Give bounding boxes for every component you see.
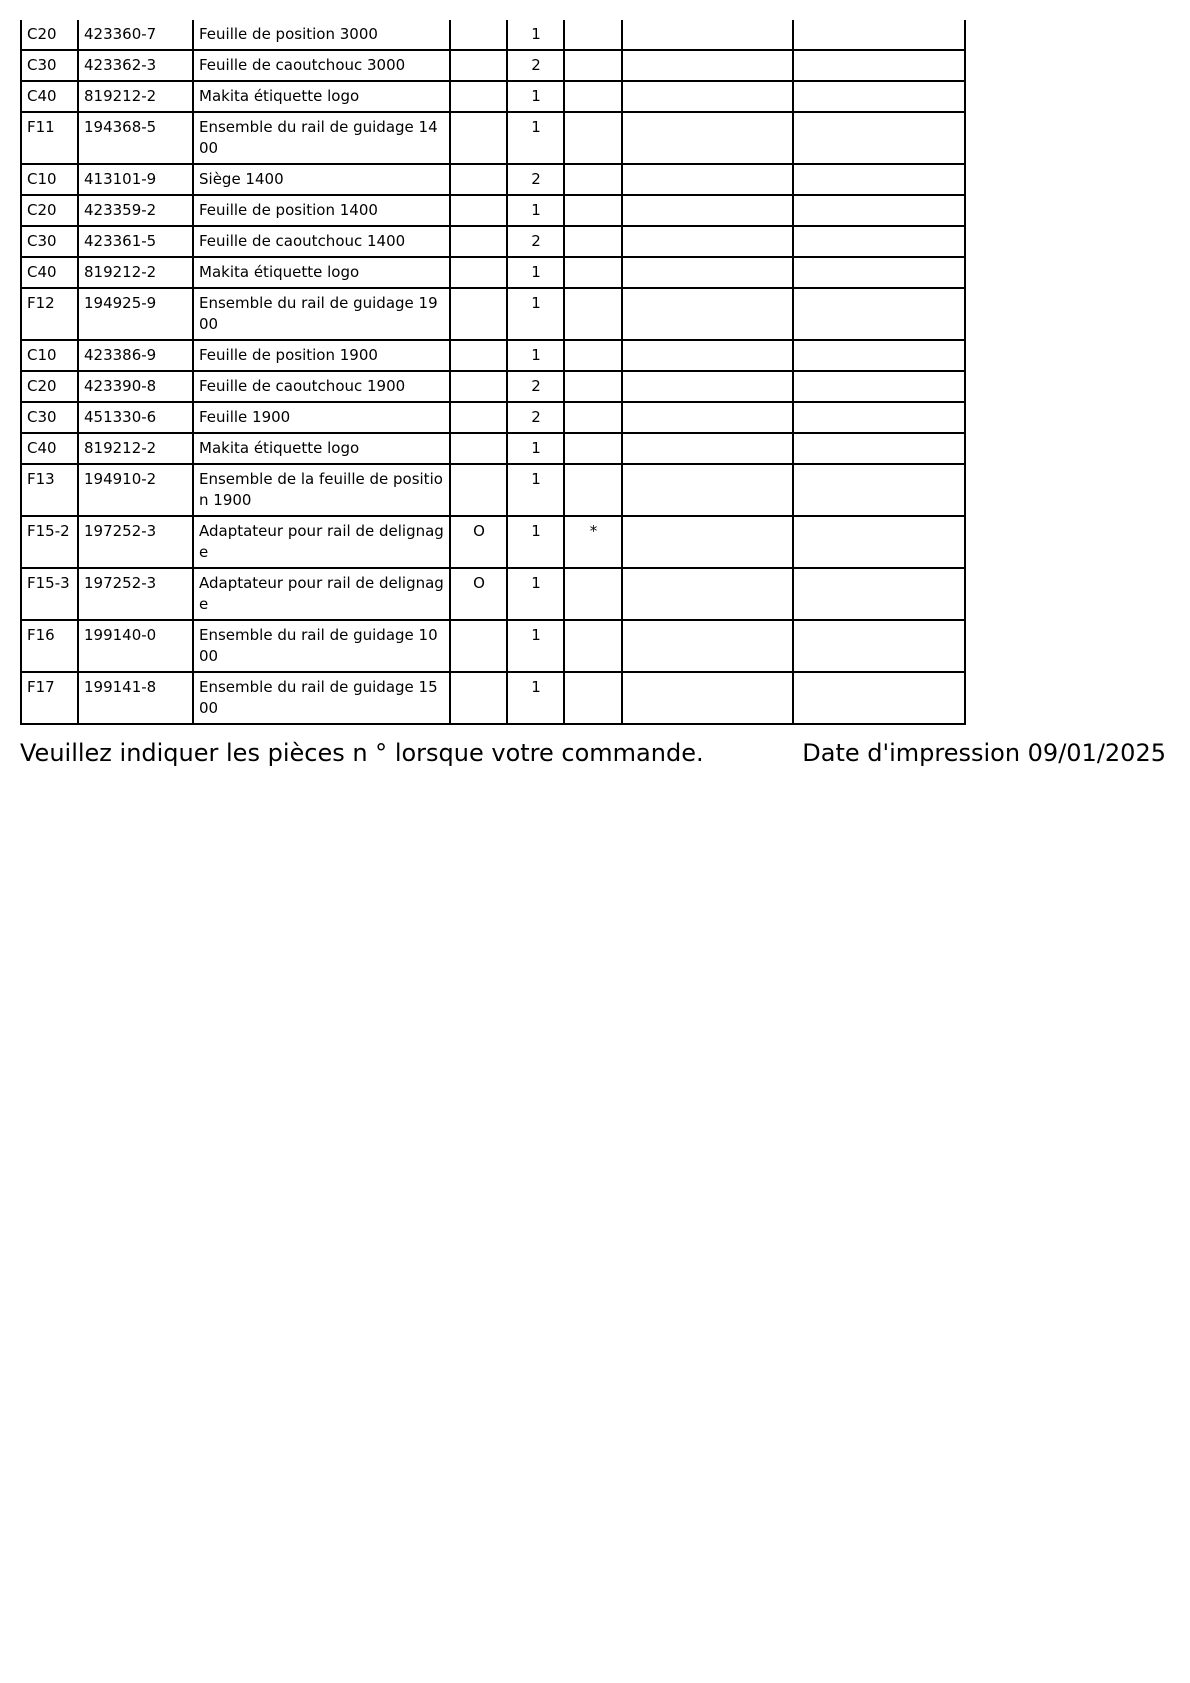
- blank-cell: [622, 195, 793, 226]
- part-number-cell: 423359-2: [78, 195, 193, 226]
- blank-cell: [793, 50, 965, 81]
- item-number-cell: F17: [21, 672, 78, 724]
- blank-cell: [793, 20, 965, 50]
- table-row: [21, 20, 965, 50]
- mark-cell: [564, 226, 622, 257]
- part-number-cell: 199141-8: [78, 672, 193, 724]
- table-row: [21, 620, 965, 672]
- quantity-cell: 1: [507, 464, 564, 516]
- item-number-cell: F12: [21, 288, 78, 340]
- description-cell: Makita étiquette logo: [193, 433, 450, 464]
- table-row: [21, 672, 965, 724]
- part-number-cell: 197252-3: [78, 516, 193, 568]
- description-cell: Ensemble de la feuille de position 1900: [193, 464, 450, 516]
- item-number-cell: F15-2: [21, 516, 78, 568]
- blank-cell: [793, 371, 965, 402]
- option-cell: [450, 257, 507, 288]
- description-cell: Ensemble du rail de guidage 1400: [193, 112, 450, 164]
- blank-cell: [622, 112, 793, 164]
- option-cell: [450, 20, 507, 50]
- blank-cell: [622, 50, 793, 81]
- mark-cell: [564, 112, 622, 164]
- blank-cell: [622, 20, 793, 50]
- item-number-cell: F11: [21, 112, 78, 164]
- description-cell: Siège 1400: [193, 164, 450, 195]
- quantity-cell: 2: [507, 371, 564, 402]
- item-number-cell: C30: [21, 402, 78, 433]
- blank-cell: [622, 81, 793, 112]
- mark-cell: [564, 257, 622, 288]
- order-instruction-note: Veuillez indiquer les pièces n ° lorsque votre commande.: [20, 739, 704, 767]
- option-cell: [450, 672, 507, 724]
- mark-cell: [564, 464, 622, 516]
- blank-cell: [793, 433, 965, 464]
- blank-cell: [793, 672, 965, 724]
- item-number-cell: F13: [21, 464, 78, 516]
- item-number-cell: F15-3: [21, 568, 78, 620]
- description-cell: Feuille de caoutchouc 3000: [193, 50, 450, 81]
- parts-table: [20, 20, 966, 725]
- quantity-cell: 1: [507, 620, 564, 672]
- description-cell: Makita étiquette logo: [193, 257, 450, 288]
- blank-cell: [793, 340, 965, 371]
- part-number-cell: 423360-7: [78, 20, 193, 50]
- parts-table-body: [21, 20, 965, 724]
- item-number-cell: C30: [21, 50, 78, 81]
- table-row: [21, 257, 965, 288]
- part-number-cell: 194910-2: [78, 464, 193, 516]
- option-cell: [450, 164, 507, 195]
- blank-cell: [622, 257, 793, 288]
- quantity-cell: 1: [507, 20, 564, 50]
- description-cell: Ensemble du rail de guidage 1900: [193, 288, 450, 340]
- part-number-cell: 194925-9: [78, 288, 193, 340]
- quantity-cell: 1: [507, 568, 564, 620]
- quantity-cell: 2: [507, 402, 564, 433]
- part-number-cell: 423362-3: [78, 50, 193, 81]
- item-number-cell: C40: [21, 257, 78, 288]
- option-cell: [450, 371, 507, 402]
- item-number-cell: C10: [21, 164, 78, 195]
- print-date: Date d'impression 09/01/2025: [802, 739, 1166, 767]
- option-cell: O: [450, 516, 507, 568]
- table-row: [21, 433, 965, 464]
- description-cell: Feuille 1900: [193, 402, 450, 433]
- blank-cell: [622, 402, 793, 433]
- blank-cell: [622, 672, 793, 724]
- table-row: [21, 164, 965, 195]
- blank-cell: [793, 81, 965, 112]
- option-cell: [450, 464, 507, 516]
- option-cell: [450, 112, 507, 164]
- table-row: [21, 195, 965, 226]
- part-number-cell: 423390-8: [78, 371, 193, 402]
- description-cell: Makita étiquette logo: [193, 81, 450, 112]
- blank-cell: [793, 112, 965, 164]
- mark-cell: [564, 340, 622, 371]
- item-number-cell: C20: [21, 20, 78, 50]
- mark-cell: [564, 433, 622, 464]
- part-number-cell: 423361-5: [78, 226, 193, 257]
- blank-cell: [793, 195, 965, 226]
- quantity-cell: 1: [507, 257, 564, 288]
- item-number-cell: C20: [21, 195, 78, 226]
- part-number-cell: 451330-6: [78, 402, 193, 433]
- part-number-cell: 197252-3: [78, 568, 193, 620]
- blank-cell: [793, 464, 965, 516]
- table-row: [21, 516, 965, 568]
- table-row: [21, 568, 965, 620]
- option-cell: [450, 288, 507, 340]
- description-cell: Feuille de position 1400: [193, 195, 450, 226]
- quantity-cell: 2: [507, 164, 564, 195]
- part-number-cell: 819212-2: [78, 257, 193, 288]
- option-cell: [450, 402, 507, 433]
- description-cell: Feuille de caoutchouc 1400: [193, 226, 450, 257]
- option-cell: [450, 195, 507, 226]
- quantity-cell: 1: [507, 288, 564, 340]
- quantity-cell: 1: [507, 433, 564, 464]
- table-row: [21, 81, 965, 112]
- part-number-cell: 199140-0: [78, 620, 193, 672]
- blank-cell: [622, 371, 793, 402]
- blank-cell: [793, 402, 965, 433]
- blank-cell: [622, 464, 793, 516]
- mark-cell: [564, 371, 622, 402]
- option-cell: [450, 50, 507, 81]
- option-cell: O: [450, 568, 507, 620]
- mark-cell: [564, 195, 622, 226]
- blank-cell: [793, 257, 965, 288]
- blank-cell: [622, 288, 793, 340]
- blank-cell: [793, 620, 965, 672]
- option-cell: [450, 81, 507, 112]
- mark-cell: [564, 81, 622, 112]
- table-row: [21, 288, 965, 340]
- table-row: [21, 112, 965, 164]
- description-cell: Ensemble du rail de guidage 1000: [193, 620, 450, 672]
- quantity-cell: 1: [507, 195, 564, 226]
- item-number-cell: C40: [21, 433, 78, 464]
- mark-cell: [564, 672, 622, 724]
- table-row: [21, 464, 965, 516]
- quantity-cell: 2: [507, 50, 564, 81]
- blank-cell: [793, 164, 965, 195]
- quantity-cell: 1: [507, 81, 564, 112]
- part-number-cell: 819212-2: [78, 81, 193, 112]
- blank-cell: [793, 516, 965, 568]
- description-cell: Feuille de position 3000: [193, 20, 450, 50]
- table-row: [21, 50, 965, 81]
- blank-cell: [793, 568, 965, 620]
- mark-cell: [564, 288, 622, 340]
- mark-cell: [564, 620, 622, 672]
- item-number-cell: F16: [21, 620, 78, 672]
- description-cell: Feuille de position 1900: [193, 340, 450, 371]
- description-cell: Adaptateur pour rail de delignage: [193, 516, 450, 568]
- description-cell: Adaptateur pour rail de delignage: [193, 568, 450, 620]
- blank-cell: [622, 516, 793, 568]
- part-number-cell: 819212-2: [78, 433, 193, 464]
- blank-cell: [622, 568, 793, 620]
- table-row: [21, 371, 965, 402]
- mark-cell: [564, 20, 622, 50]
- mark-cell: [564, 568, 622, 620]
- blank-cell: [622, 226, 793, 257]
- quantity-cell: 1: [507, 340, 564, 371]
- option-cell: [450, 226, 507, 257]
- table-row: [21, 226, 965, 257]
- blank-cell: [793, 226, 965, 257]
- blank-cell: [793, 288, 965, 340]
- blank-cell: [622, 164, 793, 195]
- table-row: [21, 402, 965, 433]
- description-cell: Ensemble du rail de guidage 1500: [193, 672, 450, 724]
- description-cell: Feuille de caoutchouc 1900: [193, 371, 450, 402]
- item-number-cell: C10: [21, 340, 78, 371]
- item-number-cell: C40: [21, 81, 78, 112]
- mark-cell: [564, 402, 622, 433]
- option-cell: [450, 340, 507, 371]
- mark-cell: [564, 164, 622, 195]
- option-cell: [450, 620, 507, 672]
- blank-cell: [622, 620, 793, 672]
- table-row: [21, 340, 965, 371]
- mark-cell: [564, 50, 622, 81]
- part-number-cell: 413101-9: [78, 164, 193, 195]
- part-number-cell: 194368-5: [78, 112, 193, 164]
- item-number-cell: C20: [21, 371, 78, 402]
- option-cell: [450, 433, 507, 464]
- quantity-cell: 1: [507, 112, 564, 164]
- quantity-cell: 1: [507, 672, 564, 724]
- blank-cell: [622, 340, 793, 371]
- mark-cell: *: [564, 516, 622, 568]
- item-number-cell: C30: [21, 226, 78, 257]
- part-number-cell: 423386-9: [78, 340, 193, 371]
- blank-cell: [622, 433, 793, 464]
- quantity-cell: 2: [507, 226, 564, 257]
- quantity-cell: 1: [507, 516, 564, 568]
